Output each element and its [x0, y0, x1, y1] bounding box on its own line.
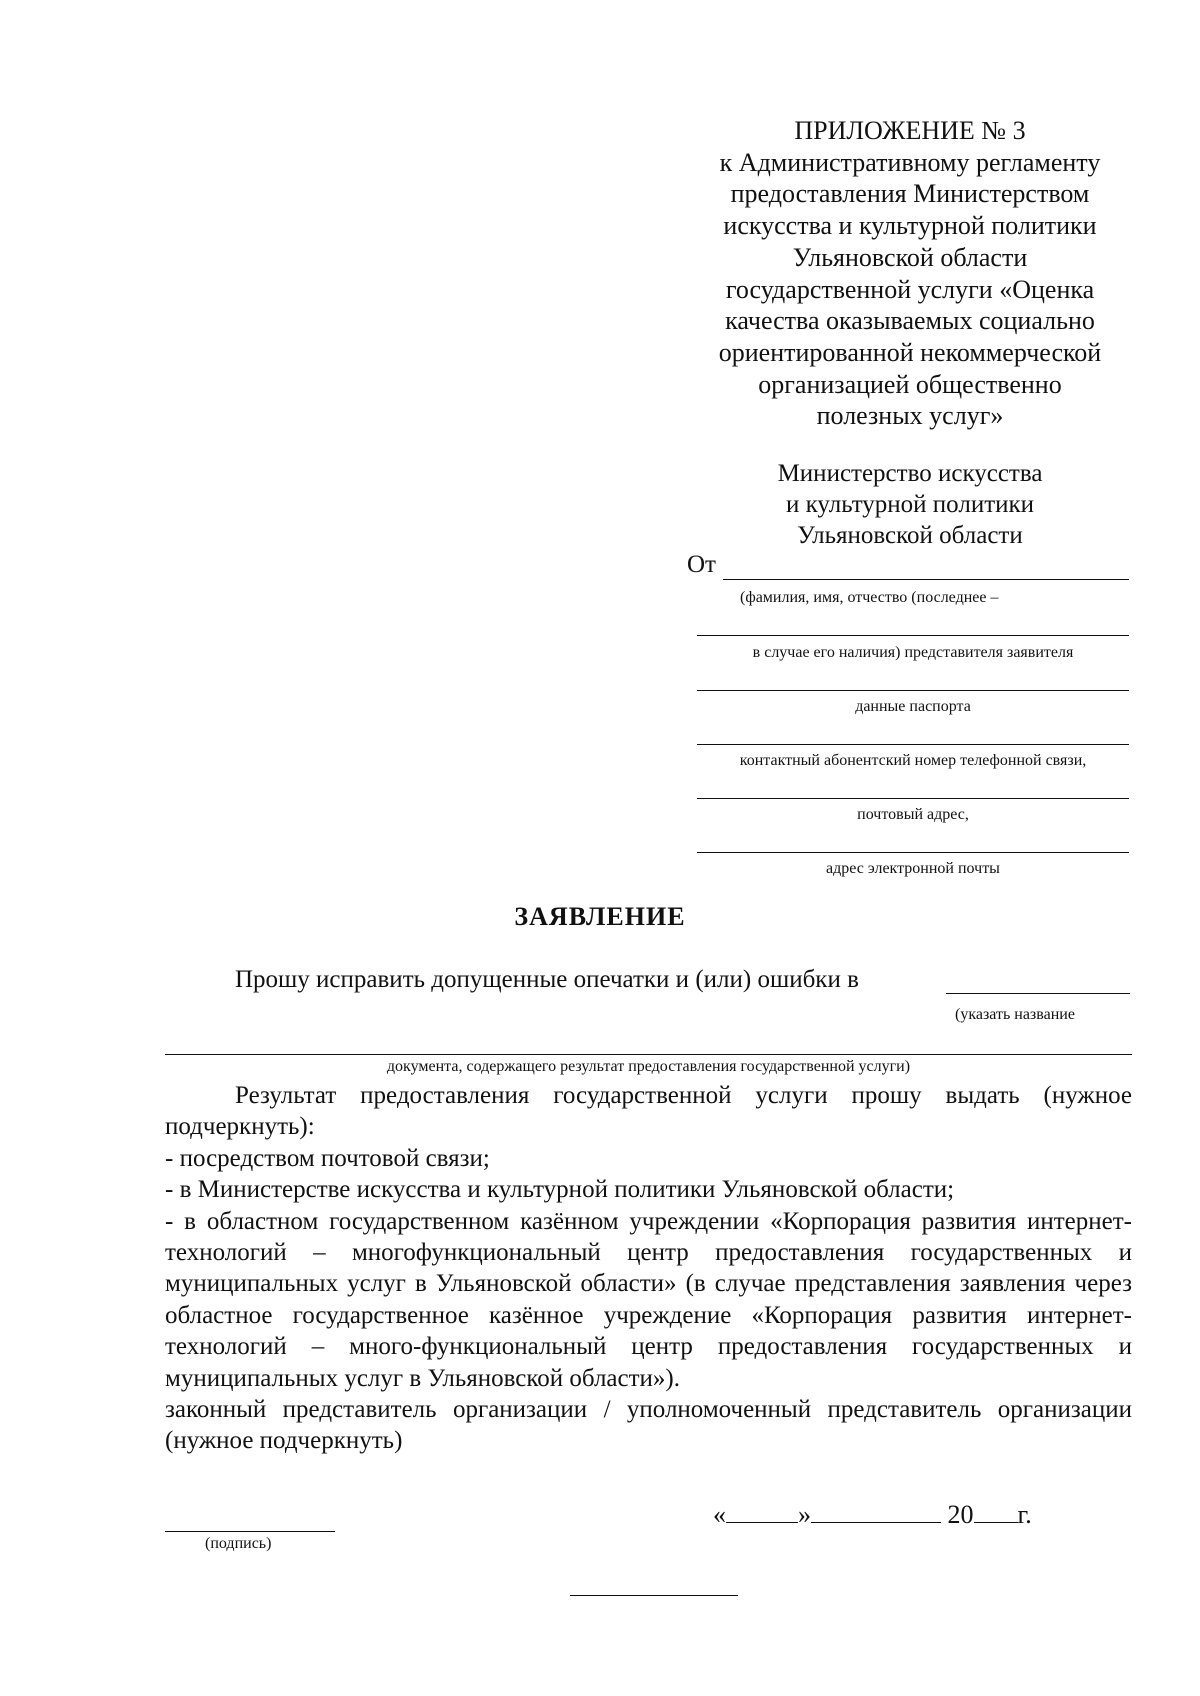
- document-name-field[interactable]: [946, 993, 1130, 994]
- email-field-line[interactable]: [697, 852, 1129, 853]
- appendix-header: [690, 115, 1130, 432]
- year-prefix: 20: [947, 1500, 974, 1529]
- appendix-line: ориентированной некоммерческой: [718, 337, 1102, 367]
- phone-field-line[interactable]: [697, 744, 1129, 745]
- result-paragraph: Результат предоставления государственной услуги прошу выдать (нужное подчеркнуть):: [165, 1082, 1132, 1141]
- year-field[interactable]: [974, 1500, 1018, 1523]
- passport-field-line[interactable]: [697, 690, 1129, 691]
- option-mfc: - в областном государственном казённом учреждении «Корпорация развития интернет-технологий – многофункциональный центр предоставления государственных и муниципальных услуг в Ульяновской области» (в случае представления заявления через областное государственное казённое учреждение «Корпорация развития интернет-технологий – много-функциональный центр предоставления государственных и муниципальных услуг в Ульяновской области»).: [165, 1207, 1132, 1392]
- appendix-line: Ульяновской области: [792, 242, 1028, 272]
- option-mail: - посредством почтовой связи;: [165, 1144, 490, 1172]
- month-field[interactable]: [811, 1500, 941, 1523]
- request-text: Прошу исправить допущенные опечатки и (или) ошибки в: [235, 966, 859, 993]
- applicant-caption: в случае его наличия) представителя заявителя: [752, 644, 1074, 661]
- from-label: От: [687, 551, 716, 578]
- appendix-line: к Административному регламенту: [719, 147, 1101, 177]
- applicant-caption: (фамилия, имя, отчество (последнее –: [740, 589, 999, 606]
- appendix-heading: ПРИЛОЖЕНИЕ № 3: [794, 116, 1026, 145]
- document-title: ЗАЯВЛЕНИЕ: [514, 902, 686, 931]
- phone-caption: контактный абонентский номер телефонной связи,: [739, 752, 1087, 769]
- date-close-quote: »: [798, 1500, 811, 1529]
- date-open-quote: «: [713, 1500, 726, 1529]
- address-caption: почтовый адрес,: [857, 806, 969, 823]
- body-text: [165, 1080, 1132, 1457]
- closing-rule: [570, 1595, 738, 1596]
- appendix-line: организацией общественно: [758, 369, 1062, 399]
- addressee-block: [690, 458, 1130, 551]
- signature-field[interactable]: [165, 1531, 335, 1532]
- email-caption: адрес электронной почты: [826, 860, 1000, 877]
- request-caption: (указать название: [955, 1006, 1075, 1023]
- passport-caption: данные паспорта: [855, 698, 971, 715]
- appendix-line: качества оказываемых социально: [725, 306, 1095, 336]
- document-name-field-line[interactable]: [165, 1054, 1132, 1055]
- appendix-line: полезных услуг»: [816, 401, 1004, 431]
- appendix-line: искусства и культурной политики: [723, 211, 1097, 241]
- address-field-line[interactable]: [697, 798, 1129, 799]
- addressee-line: Ульяновской области: [797, 522, 1023, 549]
- appendix-line: предоставления Министерством: [730, 179, 1090, 209]
- day-field[interactable]: [726, 1500, 798, 1523]
- request-caption: документа, содержащего результат предоставления государственной услуги): [386, 1058, 911, 1075]
- year-suffix: г.: [1017, 1500, 1032, 1529]
- appendix-line: государственной услуги «Оценка: [725, 274, 1095, 304]
- representative-paragraph: законный представитель организации / уполномоченный представитель организации (нужное подчеркнуть): [165, 1396, 1132, 1455]
- applicant-field-line[interactable]: [697, 635, 1129, 636]
- applicant-name-field[interactable]: [723, 579, 1129, 580]
- option-ministry: - в Министерстве искусства и культурной политики Ульяновской области;: [165, 1176, 955, 1204]
- addressee-line: и культурной политики: [785, 491, 1035, 518]
- addressee-line: Министерство искусства: [777, 460, 1043, 487]
- date-line: [713, 1500, 1032, 1530]
- signature-caption: (подпись): [205, 1535, 272, 1552]
